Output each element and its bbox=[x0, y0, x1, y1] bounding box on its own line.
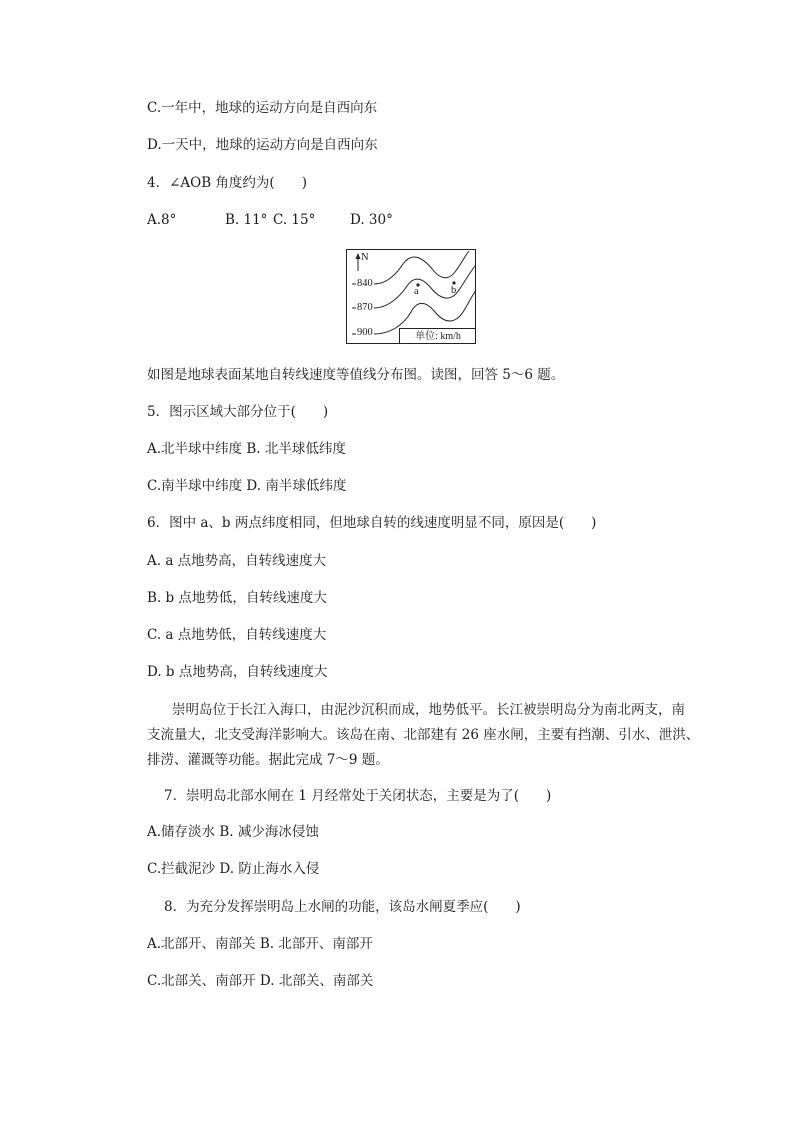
intro-questions-5-6: 如图是地球表面某地自转线速度等值线分布图。读图，回答 5～6 题。 bbox=[147, 367, 565, 383]
question-5-options-ab: A.北半球中纬度 B. 北半球低纬度 bbox=[147, 441, 346, 457]
point-a-label: a bbox=[414, 286, 419, 297]
question-6-option-b: B. b 点地势低，自转线速度大 bbox=[147, 590, 327, 606]
option-d-prev: D.一天中，地球的运动方向是自西向东 bbox=[147, 137, 378, 153]
question-8-stem: 8．为充分发挥崇明岛上水闸的功能，该岛水闸夏季应( ) bbox=[164, 899, 521, 915]
q4-option-b: B. 11° bbox=[225, 212, 268, 228]
north-arrowhead-icon bbox=[356, 253, 361, 259]
isoline-label-840: 840 bbox=[357, 278, 373, 289]
q4-option-c: C. 15° bbox=[273, 212, 316, 228]
rotation-speed-isoline-figure bbox=[346, 249, 476, 344]
point-b-label: b bbox=[451, 285, 457, 296]
question-7-options-cd: C.拦截泥沙 D. 防止海水入侵 bbox=[147, 861, 320, 877]
question-4-stem: 4．∠AOB 角度约为( ) bbox=[147, 175, 307, 191]
question-5-stem: 5．图示区域大部分位于( ) bbox=[147, 404, 329, 420]
intro-7-9-line-2: 支流量大，北支受海洋影响大。该岛在南、北部建有 26 座水闸，主要有挡潮、引水、泄洪、 bbox=[147, 727, 700, 743]
intro-7-9-line-3: 排涝、灌溉等功能。据此完成 7～9 题。 bbox=[147, 752, 389, 768]
north-label: N bbox=[361, 252, 369, 263]
question-5-options-cd: C.南半球中纬度 D. 南半球低纬度 bbox=[147, 478, 347, 494]
question-6-option-c: C. a 点地势低，自转线速度大 bbox=[147, 627, 327, 643]
option-c-prev: C.一年中，地球的运动方向是自西向东 bbox=[147, 100, 378, 116]
q4-option-d: D. 30° bbox=[350, 212, 393, 228]
q4-option-a: A.8° bbox=[147, 212, 177, 228]
question-7-options-ab: A.储存淡水 B. 减少海冰侵蚀 bbox=[147, 824, 319, 840]
question-7-stem: 7．崇明岛北部水闸在 1 月经常处于关闭状态，主要是为了( ) bbox=[164, 788, 552, 804]
isoline-label-870: 870 bbox=[357, 302, 373, 313]
question-8-options-cd: C.北部关、南部开 D. 北部关、南部关 bbox=[147, 973, 374, 989]
question-8-options-ab: A.北部开、南部关 B. 北部开、南部开 bbox=[147, 936, 373, 952]
intro-7-9-line-1: 崇明岛位于长江入海口，由泥沙沉积而成，地势低平。长江被崇明岛分为南北两支，南 bbox=[172, 702, 685, 718]
isoline-label-900: 900 bbox=[357, 327, 373, 338]
question-6-option-a: A. a 点地势高，自转线速度大 bbox=[147, 553, 327, 569]
question-6-option-d: D. b 点地势高，自转线速度大 bbox=[147, 664, 328, 680]
question-4-options bbox=[147, 211, 393, 229]
question-6-stem: 6．图中 a、b 两点纬度相同，但地球自转的线速度明显不同，原因是( ) bbox=[147, 515, 597, 531]
unit-label: 单位: km/h bbox=[399, 328, 476, 344]
